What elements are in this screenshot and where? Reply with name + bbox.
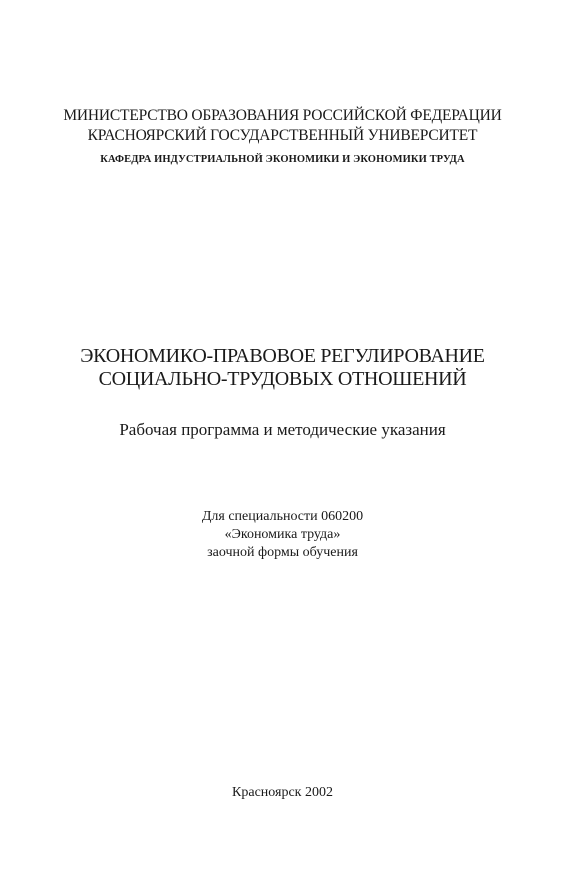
study-form: заочной формы обучения: [207, 545, 358, 560]
document-title: [0, 345, 565, 391]
title-line-1: ЭКОНОМИКО-ПРАВОВОЕ РЕГУЛИРОВАНИЕ: [80, 345, 485, 367]
city-year: Красноярск 2002: [232, 785, 333, 800]
specialty-code: Для специальности 060200: [201, 509, 364, 524]
specialty-name: «Экономика труда»: [224, 527, 341, 542]
document-subtitle: Рабочая программа и методические указания: [119, 420, 446, 439]
department-name: КАФЕДРА ИНДУСТРИАЛЬНОЙ ЭКОНОМИКИ И ЭКОНОМИКИ ТРУДА: [100, 154, 465, 165]
specialty-block: [0, 508, 565, 562]
university-name: КРАСНОЯРСКИЙ ГОСУДАРСТВЕННЫЙ УНИВЕРСИТЕТ: [87, 127, 478, 144]
ministry-header: [0, 106, 565, 146]
ministry-name: МИНИСТЕРСТВО ОБРАЗОВАНИЯ РОССИЙСКОЙ ФЕДЕРАЦИИ: [63, 107, 502, 124]
title-line-2: СОЦИАЛЬНО-ТРУДОВЫХ ОТНОШЕНИЙ: [98, 368, 467, 390]
